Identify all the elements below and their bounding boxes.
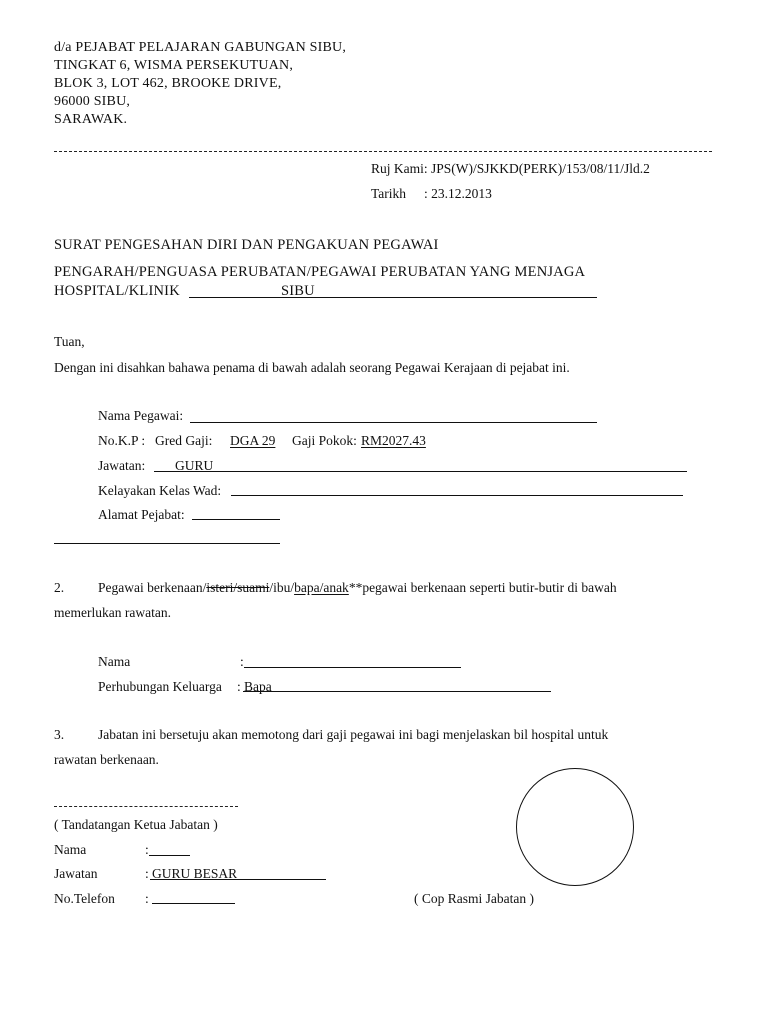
ruj-label: Ruj Kami:: [371, 161, 428, 176]
signature-label: ( Tandatangan Ketua Jabatan ): [54, 817, 218, 832]
nokp-label: No.K.P :: [98, 433, 146, 448]
para2-mid: /ibu/: [269, 580, 295, 595]
hospital-value: SIBU: [281, 283, 315, 299]
sig-nama-colon: :: [145, 842, 149, 857]
hospital-label: HOSPITAL/KLINIK: [54, 283, 180, 299]
header-divider: [54, 151, 712, 152]
gaji-value: RM2027.43: [361, 433, 426, 448]
sig-telefon-label: No.Telefon: [54, 891, 115, 906]
gred-label: Gred Gaji:: [155, 433, 213, 448]
address-line-4: 96000 SIBU,: [54, 94, 131, 109]
address-line-5: SARAWAK.: [54, 112, 128, 127]
para2-number: 2.: [54, 580, 65, 595]
jawatan-label: Jawatan:: [98, 458, 146, 473]
gred-value: DGA 29: [230, 433, 276, 448]
hubungan-label: Perhubungan Keluarga: [98, 679, 222, 694]
alamat-pejabat-field-line-2[interactable]: [54, 543, 280, 544]
para2-underlined: bapa/anak: [294, 580, 349, 595]
family-nama-field[interactable]: [244, 667, 461, 668]
para2-struck: isteri/suami: [206, 580, 270, 595]
cop-label: ( Cop Rasmi Jabatan ): [414, 891, 534, 906]
sig-nama-label: Nama: [54, 842, 87, 857]
para3-number: 3.: [54, 727, 65, 742]
family-nama-colon: :: [240, 654, 244, 669]
signature-line[interactable]: [54, 806, 238, 807]
nama-pegawai-field[interactable]: [190, 422, 597, 423]
ruj-value: JPS(W)/SJKKD(PERK)/153/08/11/Jld.2: [431, 161, 650, 176]
tarikh-value: : 23.12.2013: [424, 186, 492, 201]
sig-jawatan-value: GURU BESAR: [152, 866, 238, 881]
hospital-field-line: [189, 297, 597, 298]
sig-jawatan-colon: :: [145, 866, 149, 881]
sig-nama-field[interactable]: [149, 855, 190, 856]
hubungan-field-line: [243, 691, 551, 692]
address-line-2: TINGKAT 6, WISMA PERSEKUTUAN,: [54, 58, 294, 73]
para3-line-1: Jabatan ini bersetuju akan memotong dari gaji pegawai ini bagi menjelaskan bil hospital untuk: [98, 727, 609, 742]
heading-line-2: PENGARAH/PENGUASA PERUBATAN/PEGAWAI PERUBATAN YANG MENJAGA: [54, 264, 586, 280]
family-nama-label: Nama: [98, 654, 131, 669]
alamat-pejabat-label: Alamat Pejabat:: [98, 507, 185, 522]
para3-line-2: rawatan berkenaan.: [54, 752, 159, 767]
hubungan-colon: :: [237, 679, 241, 694]
para2-pre: Pegawai berkenaan/: [98, 580, 207, 595]
tarikh-label: Tarikh: [371, 186, 407, 201]
gaji-label: Gaji Pokok:: [292, 433, 357, 448]
kelas-wad-label: Kelayakan Kelas Wad:: [98, 483, 222, 498]
salutation: Tuan,: [54, 334, 85, 349]
alamat-pejabat-field[interactable]: [192, 519, 280, 520]
nama-pegawai-label: Nama Pegawai:: [98, 408, 184, 423]
sig-telefon-colon: :: [145, 891, 149, 906]
jawatan-field-line: [154, 471, 687, 472]
official-stamp-circle: [516, 768, 634, 886]
reference-line: [371, 162, 650, 176]
para2-line-2: memerlukan rawatan.: [54, 605, 171, 620]
sig-telefon-field[interactable]: [152, 903, 235, 904]
kelas-wad-field[interactable]: [231, 495, 683, 496]
hubungan-value: Bapa: [244, 679, 272, 694]
document-title: SURAT PENGESAHAN DIRI DAN PENGAKUAN PEGAWAI: [54, 237, 439, 253]
jawatan-value: GURU: [175, 458, 214, 473]
address-line-3: BLOK 3, LOT 462, BROOKE DRIVE,: [54, 76, 282, 91]
sig-jawatan-label: Jawatan: [54, 866, 98, 881]
address-line-1: d/a PEJABAT PELAJARAN GABUNGAN SIBU,: [54, 40, 347, 55]
para2-line-1: [98, 581, 617, 595]
para2-post: **pegawai berkenaan seperti butir-butir di bawah: [348, 580, 617, 595]
intro-text: Dengan ini disahkan bahawa penama di bawah adalah seorang Pegawai Kerajaan di pejabat ini.: [54, 360, 570, 375]
